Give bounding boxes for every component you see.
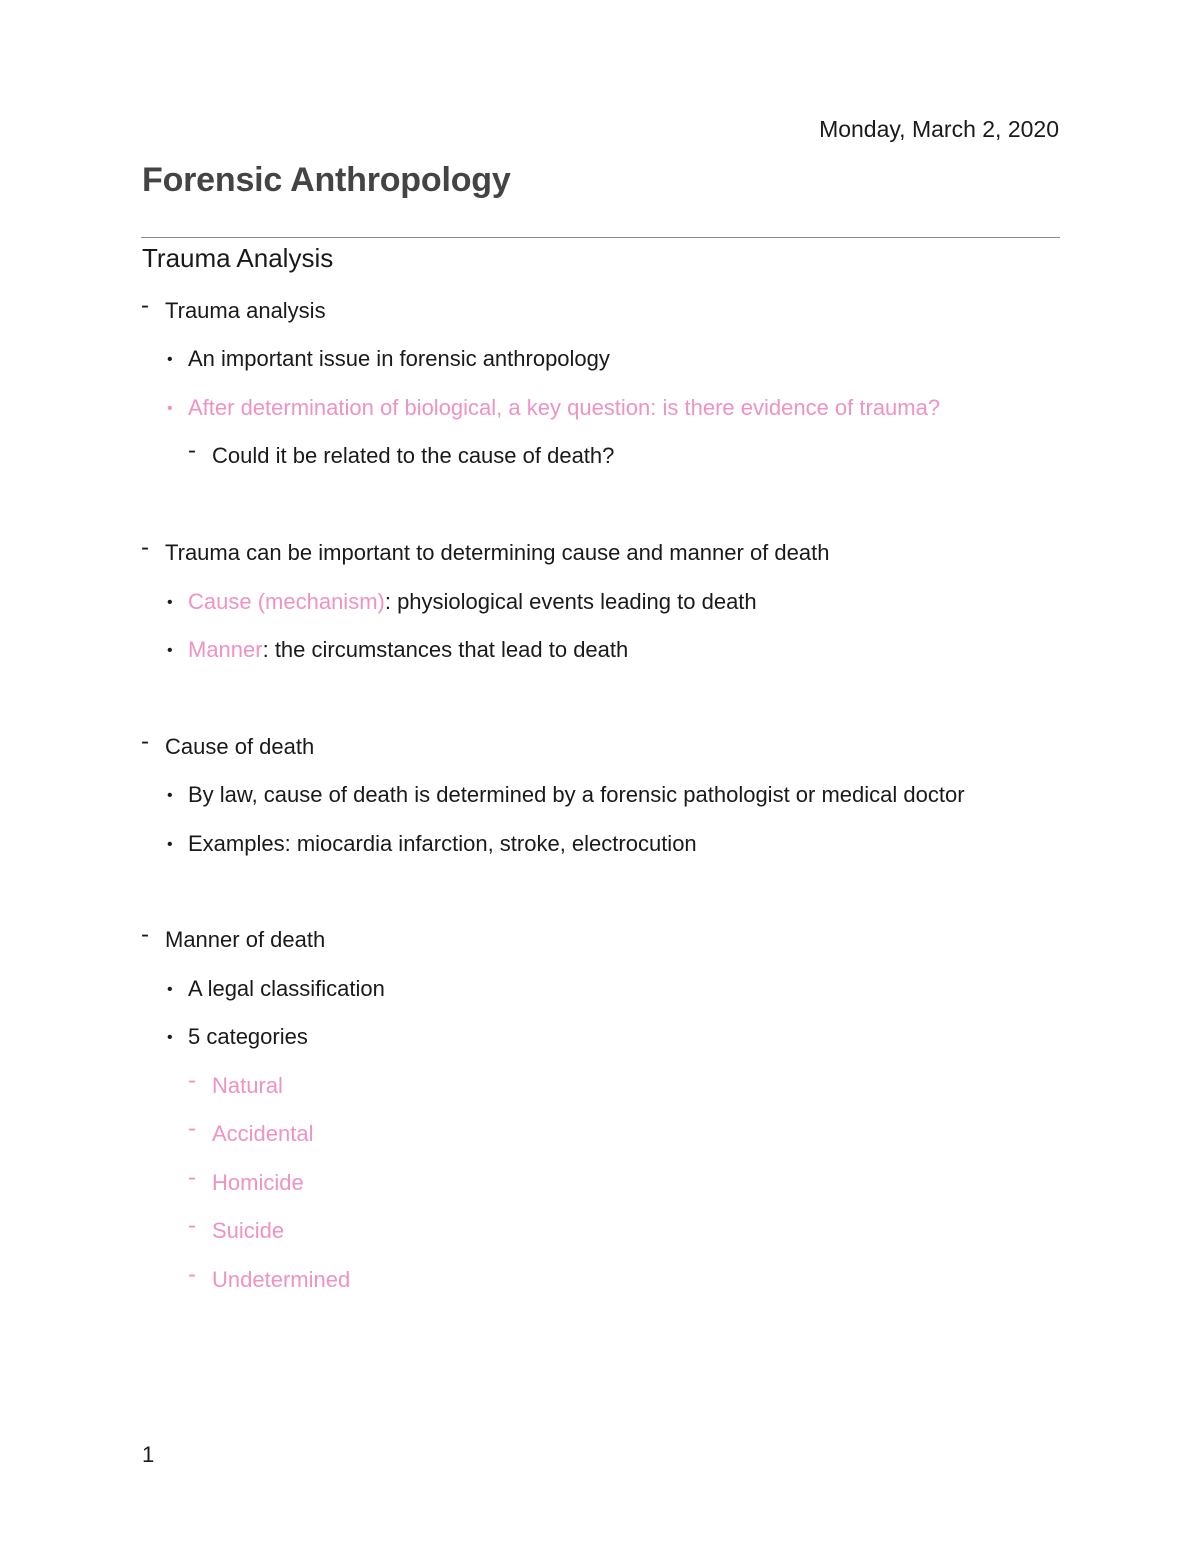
bullet-marker: • <box>167 594 173 611</box>
dash-marker: - <box>141 292 149 319</box>
list-item-cause-of-death <box>141 728 315 762</box>
list-item-by-law <box>167 780 965 810</box>
dash-marker: - <box>141 534 149 561</box>
category-accidental <box>188 1115 314 1149</box>
dash-marker: - <box>188 1261 196 1288</box>
list-item-related-cause <box>188 437 615 471</box>
dash-marker: - <box>141 921 149 948</box>
list-item-cause-definition <box>167 587 757 617</box>
item-text: 5 categories <box>188 1024 308 1049</box>
list-item-trauma-analysis <box>141 292 326 326</box>
bullet-marker: • <box>167 400 173 417</box>
item-text: Examples: miocardia infarction, stroke, electrocution <box>188 831 697 856</box>
dash-marker: - <box>188 1115 196 1142</box>
category-text: Homicide <box>212 1170 304 1195</box>
category-suicide <box>188 1212 285 1246</box>
item-text: : the circumstances that lead to death <box>262 637 629 662</box>
bullet-marker: • <box>167 787 173 804</box>
dash-marker: - <box>141 728 149 755</box>
item-text: : physiological events leading to death <box>384 589 757 614</box>
category-text: Undetermined <box>212 1267 351 1292</box>
item-text-highlighted: After determination of biological, a key question: is there evidence of trauma? <box>188 395 941 420</box>
item-text: A legal classification <box>188 976 385 1001</box>
date-header: Monday, March 2, 2020 <box>819 116 1059 142</box>
item-text: Trauma analysis <box>165 298 326 323</box>
category-undetermined <box>188 1261 351 1295</box>
item-text: An important issue in forensic anthropology <box>188 346 610 371</box>
dash-marker: - <box>188 1212 196 1239</box>
page-title: Forensic Anthropology <box>142 161 511 199</box>
item-text: By law, cause of death is determined by a forensic pathologist or medical doctor <box>188 782 965 807</box>
dash-marker: - <box>188 1067 196 1094</box>
item-text: Could it be related to the cause of death? <box>212 443 615 468</box>
term-highlighted: Manner <box>188 637 263 662</box>
title-divider <box>141 237 1060 238</box>
list-item-manner-definition <box>167 635 629 665</box>
dash-marker: - <box>188 1164 196 1191</box>
bullet-marker: • <box>167 642 173 659</box>
item-text: Trauma can be important to determining cause and manner of death <box>165 540 830 565</box>
bullet-marker: • <box>167 351 173 368</box>
list-item-key-question <box>167 393 941 423</box>
category-natural <box>188 1067 283 1101</box>
list-item-five-categories <box>167 1022 308 1052</box>
list-item-examples <box>167 829 697 859</box>
category-text: Natural <box>212 1073 283 1098</box>
bullet-marker: • <box>167 1029 173 1046</box>
list-item-legal-classification <box>167 974 385 1004</box>
dash-marker: - <box>188 437 196 464</box>
category-text: Accidental <box>212 1121 314 1146</box>
item-text: Manner of death <box>165 927 326 952</box>
item-text: Cause of death <box>165 734 315 759</box>
list-item-important-issue <box>167 344 610 374</box>
term-highlighted: Cause (mechanism) <box>188 589 385 614</box>
list-item-manner-of-death <box>141 921 326 955</box>
list-item-trauma-importance <box>141 534 830 568</box>
category-homicide <box>188 1164 304 1198</box>
bullet-marker: • <box>167 836 173 853</box>
category-text: Suicide <box>212 1218 285 1243</box>
section-heading: Trauma Analysis <box>142 243 334 273</box>
page-number: 1 <box>142 1442 155 1467</box>
bullet-marker: • <box>167 981 173 998</box>
